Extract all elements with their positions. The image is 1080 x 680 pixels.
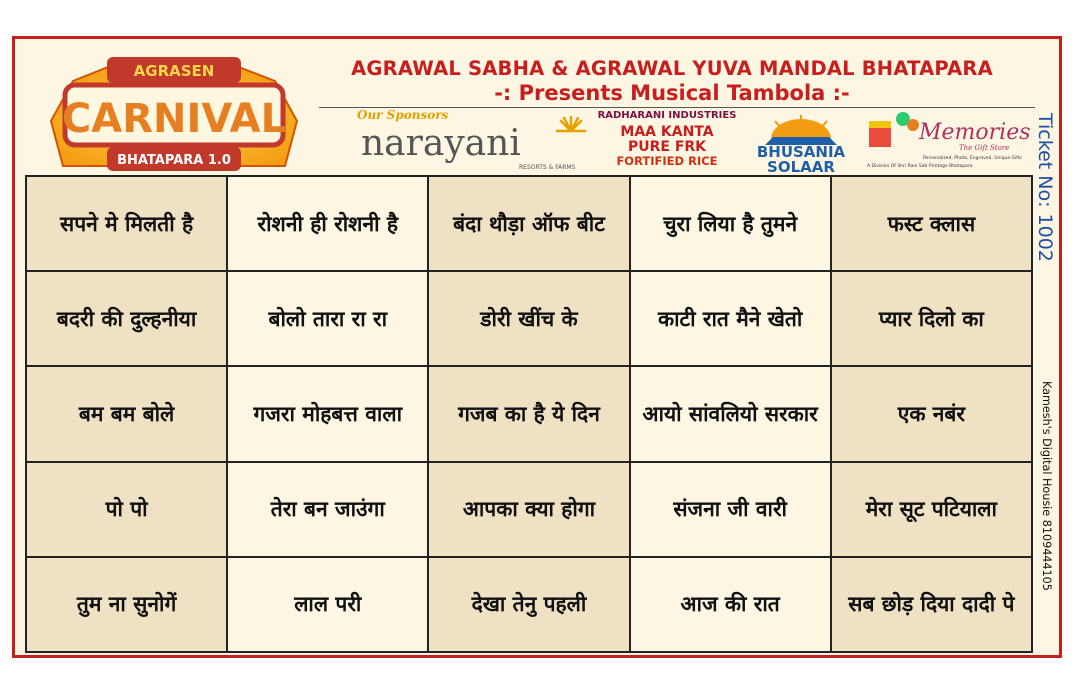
agrasen-carnival-logo — [43, 51, 305, 186]
song-title: बम बम बोले — [78, 401, 175, 426]
sponsors-label: Our Sponsors — [357, 108, 449, 122]
grid-cell — [831, 176, 1032, 271]
grid-cell — [428, 462, 629, 557]
grid-cell — [26, 366, 227, 461]
song-title: देखा तेनु पहली — [471, 592, 587, 617]
grid-cell — [227, 462, 428, 557]
svg-text:RESORTS & FARMS: RESORTS & FARMS — [519, 164, 576, 171]
svg-text:CARNIVAL: CARNIVAL — [61, 96, 287, 142]
song-title: लाल परी — [294, 592, 362, 617]
svg-text:Memories: Memories — [919, 120, 1031, 145]
grid-cell — [630, 366, 831, 461]
grid-cell — [227, 366, 428, 461]
svg-text:A Division Of Shri Rani Sati P: A Division Of Shri Rani Sati Printage Bhatapara — [867, 164, 973, 169]
memories-gift-store-logo — [863, 109, 1031, 173]
song-title: सपने मे मिलती है — [60, 211, 194, 236]
song-title: सब छोड़ दिया दादी पे — [848, 592, 1015, 617]
bhusania-solaar-logo — [739, 111, 863, 175]
svg-text:Kamesh's Digital Housie 810944: Kamesh's Digital Housie 8109444105 — [1040, 381, 1053, 591]
grid-cell — [428, 366, 629, 461]
grid-cell — [428, 271, 629, 366]
header-title: AGRAWAL SABHA & AGRAWAL YUVA MANDAL BHATAPARA — [351, 57, 993, 80]
radharani-line4: FORTIFIED RICE — [616, 154, 718, 168]
radharani-line1: RADHARANI INDUSTRIES — [597, 110, 737, 121]
svg-text:Personalized, Photo, Engraved,: Personalized, Photo, Engraved, Unique Gifts — [923, 156, 1022, 161]
header-subtitle: -: Presents Musical Tambola :- — [494, 81, 850, 105]
song-title: संजना जी वारी — [673, 497, 787, 522]
song-title: चुरा लिया है तुमने — [663, 211, 798, 236]
svg-text:narayani: narayani — [361, 123, 521, 164]
svg-text:SOLAAR: SOLAAR — [767, 158, 835, 175]
song-title: फस्ट क्लास — [887, 211, 976, 236]
song-title: आपका क्या होगा — [462, 497, 596, 522]
grid-cell — [630, 271, 831, 366]
song-title: बदरी की दुल्हनीया — [56, 306, 197, 331]
grid-cell — [428, 557, 629, 652]
narayani-sponsor-logo — [357, 111, 597, 173]
grid-cell — [428, 176, 629, 271]
song-title: बोलो तारा रा रा — [268, 306, 388, 331]
tambola-grid — [25, 175, 1033, 653]
grid-cell — [26, 557, 227, 652]
grid-cell — [227, 557, 428, 652]
grid-cell — [630, 462, 831, 557]
ticket-number — [1031, 111, 1061, 271]
song-title: काटी रात मैने खेतो — [657, 306, 803, 331]
grid-row — [26, 176, 1032, 271]
song-title: तेरा बन जाउंगा — [270, 497, 385, 522]
grid-cell — [227, 271, 428, 366]
song-title: एक नबंर — [897, 401, 966, 426]
grid-row — [26, 462, 1032, 557]
grid-cell — [831, 366, 1032, 461]
grid-cell — [26, 176, 227, 271]
song-title: प्यार दिलो का — [878, 306, 984, 331]
svg-text:BHATAPARA 1.0: BHATAPARA 1.0 — [117, 153, 231, 168]
grid-cell — [630, 557, 831, 652]
song-title: पो पो — [105, 497, 148, 522]
svg-text:Ticket No: 1002: Ticket No: 1002 — [1034, 113, 1056, 262]
radharani-line3: PURE FRK — [627, 139, 707, 155]
song-title: आयो सांवलियो सरकार — [642, 401, 818, 426]
song-title: गजरा मोहबत्त वाला — [253, 401, 403, 426]
svg-text:AGRASEN: AGRASEN — [133, 62, 215, 80]
grid-cell — [831, 271, 1032, 366]
grid-cell — [26, 271, 227, 366]
grid-row — [26, 557, 1032, 652]
grid-row — [26, 366, 1032, 461]
grid-cell — [831, 462, 1032, 557]
svg-text:BHUSANIA: BHUSANIA — [756, 143, 846, 161]
svg-text:The Gift Store: The Gift Store — [959, 144, 1010, 152]
grid-cell — [831, 557, 1032, 652]
song-title: डोरी खींच के — [480, 306, 578, 331]
grid-row — [26, 271, 1032, 366]
radharani-sponsor — [597, 109, 737, 168]
grid-cell — [630, 176, 831, 271]
grid-cell — [227, 176, 428, 271]
song-title: रोशनी ही रोशनी है — [257, 211, 399, 236]
radharani-line2: MAA KANTA — [620, 124, 714, 140]
credit-line — [1035, 379, 1059, 619]
tambola-ticket — [12, 36, 1062, 658]
grid-cell — [26, 462, 227, 557]
song-title: आज की रात — [680, 592, 780, 617]
song-title: मेरा सूट पटियाला — [865, 497, 997, 522]
song-title: तुम ना सुनोगें — [76, 592, 177, 617]
song-title: गजब का है ये दिन — [458, 401, 600, 426]
song-title: बंदा थौड़ा ऑफ बीट — [453, 211, 605, 236]
